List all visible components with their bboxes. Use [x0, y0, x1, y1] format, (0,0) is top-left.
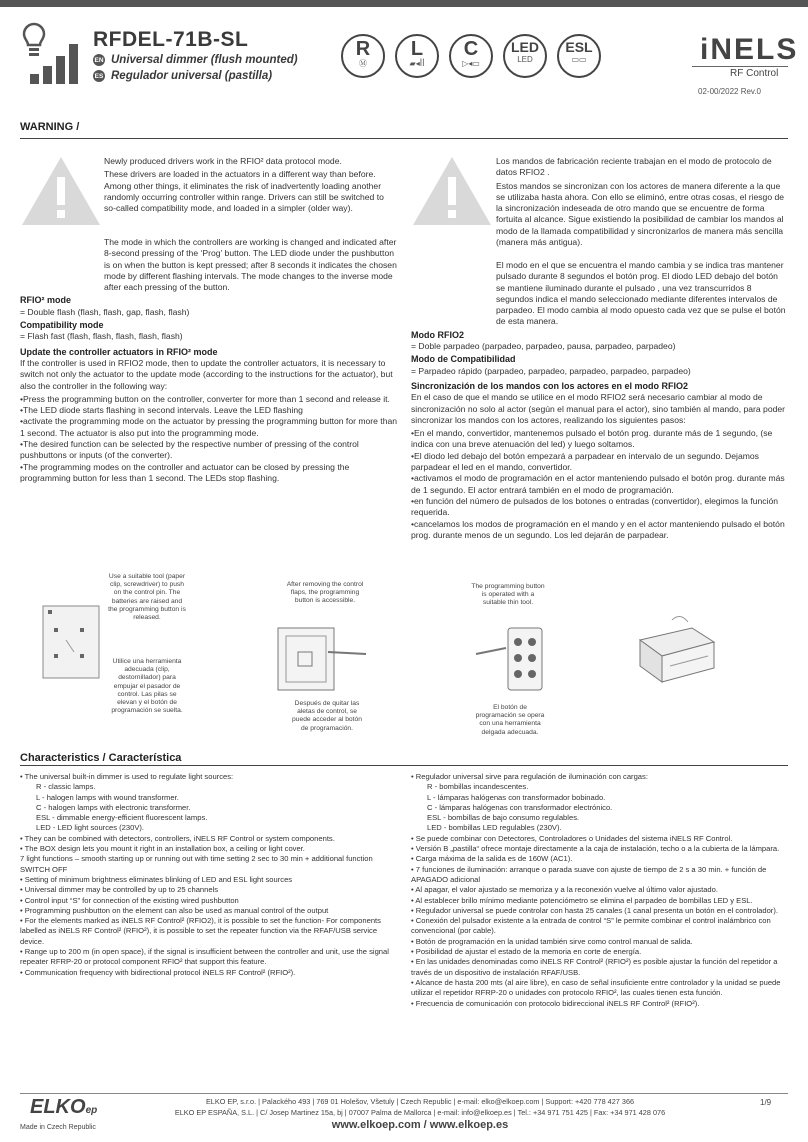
controller-illustration-3 [472, 624, 562, 696]
model-number: RFDEL-71B-SL [93, 28, 249, 51]
made-in: Made in Czech Republic [20, 1124, 96, 1131]
list-item: R - classic lamps. [36, 782, 96, 792]
warning-en-body: The mode in which the controllers are working is changed and indicated after 8-second pressing of the ‘Prog’ button. The LED diode under the pushbutton is on when the button is kept pressed; after 8 seconds it indicates the chosen mode by different flashing intervals. The mode changes to the inverse mode after each pressing of the button. RFIO² mode = Double flash (flash, flash, gap, flash, flash) Compatibility mode = Flash fast (flash, flash, flash, flash, flash) Update the controller actuators in RFIO² mode If the controller is used in RFIO2 mode, then to update the controller actuators, it is necessary to switch not only the actuator to the update mode (according to the instructions for the actuator), but also the controller in the following way: •Press the programming button on the controller, converter for more than 1 second and release it. •The LED diode starts flashing in second intervals. Leave the LED flashing •activate the programming mode on the actuator by pressing the programming button for more than 1 second. The actuator is also put into the programming mode. •The desired function can be selected by the respective number of pressing of the control pushbuttons or inputs (of the converter). •The programming modes on the controller and actuator can be closed by pressing the programming button for less than 1 second. The LEDs stop flashing. [20, 237, 398, 483]
list-item: • They can be combined with detectors, controllers, iNELS RF Control or system components. [20, 833, 335, 843]
list-item: • Setting of minimum brightness eliminates blinking of LED and ESL light sources [20, 874, 293, 884]
fig1-caption-es: Utilice una herramienta adecuada (clip, destornillador) para empujar el pasador de control. Las pilas se elevan y el botón de programación se suelta. [111, 658, 183, 715]
dimmer-unit-illustration [632, 610, 722, 690]
list-item: •The programming modes on the controller and actuator can be closed by pressing the programming button for less than 1 second. The LEDs stop flashing. [20, 461, 350, 483]
list-item: • Al apagar, el valor ajustado se memoriza y a la reconexión vuelve al último valor ajustado. [411, 885, 718, 895]
load-l-badge: L ▰◂ꟾꟾ [395, 34, 439, 78]
controller-illustration-2 [272, 624, 372, 696]
load-types [341, 34, 601, 78]
list-item: • 7 funciones de iluminación: arranque o parada suave con ajuste de tiempo de 2 s a 30 min. + función de APAGADO adicional [411, 864, 767, 884]
esl-icon: ▭▭ [571, 55, 587, 64]
characteristics-heading: Characteristics / Característica [20, 752, 182, 764]
led-icon: LED [517, 55, 533, 64]
list-item: • Regulador universal se puede controlar con hasta 25 canales (1 canal presenta un botón en el controlador). [411, 905, 778, 915]
inels-logo: iNELS [700, 33, 799, 66]
list-item: • Control input “S” for connection of the existing wired pushbutton [20, 895, 239, 905]
list-item: • Versión B „pastilla“ ofrece montaje directamente a la caja de instalación, techo o a la cubierta de la lámpara. [411, 844, 780, 854]
load-c-badge: C ▷◂▭ [449, 34, 493, 78]
list-item: •The desired function can be selected by the respective number of pressing of the control pushbuttons or inputs (of the converter). [20, 439, 359, 461]
fig3-caption-es: El botón de programación se opera con una herramienta delgada adecuada. [475, 704, 545, 736]
warning-en-intro: Newly produced drivers work in the RFIO² data protocol mode. These drivers are loaded in the actuators in a different way than before. Among other things, it eliminates the risk of inadvertently loading another randomly occurring controller within range. Drivers can still be switched to so-called compatibility mode, and loaded in a simpler (older way). [104, 156, 384, 214]
fig1-caption-en: Use a suitable tool (paper clip, screwdriver) to push on the control pin. The batteries are raised and the programming button is released. [108, 573, 186, 622]
list-item: • Posibilidad de ajustar el estado de la memoria en corte de energía. [411, 947, 642, 957]
rf-control-label: RF Control [730, 68, 779, 79]
load-r-badge: R Ⓜ [341, 34, 385, 78]
list-item: • For the elements marked as iNELS RF Control² (RFIO2), it is possible to set the function- For components labelled as iNELS RF Control² (RFIO²), it is possible to set the repeater function via the RFAF/USB service device. [20, 916, 381, 946]
list-item: • Al establecer brillo mínimo mediante potenciómetro se elimina el parpadeo de bombillas LED y ESL. [411, 895, 753, 905]
characteristics-en [20, 772, 400, 978]
list-item: • Se puede combinar con Detectores, Controladores o Unidades del sistema iNELS RF Control. [411, 833, 733, 843]
top-bar [0, 0, 808, 7]
list-item: •en función del número de pulsados de los botones o entradas (convertidor), elegimos la función requerida. [411, 495, 779, 518]
electronic-transformer-icon: ▷◂▭ [462, 59, 480, 68]
list-item: • The universal built-in dimmer is used to regulate light sources: [20, 772, 234, 781]
warning-es-body: El modo en el que se encuentra el mando cambia y se indica tras mantener pulsado durante 8 segundos el botón prog. El diodo LED debajo del botón se mantiene iluminado durante el pulsado , una vez transcurridos 8 segundos indica el mando seleccionado mediante diferentes intervalos de parpadeo. El modo cambia al modo opuesto cada vez que se pulse el botón de esta manera. Modo RFIO2 = Doble parpadeo (parpadeo, parpadeo, pausa, parpadeo, parpadeo) Modo de Compatibilidad = Parpadeo rápido (parpadeo, parpadeo, parpadeo, parpadeo, parpadeo) Sincronización de los mandos con los actores en el modo RFIO2 En el caso de que el mando se utilice en el modo RFIO2 será necesario cambiar al modo de sincronización no solo al actor (según el manual para el actor), sino también al mando, para poder sincronizar los mandos con los actores, realizando los siguientes pasos: •En el mando, convertidor, mantenemos pulsado el botón prog. durante más de 1 segundo, (se indica con una breve atenuación del led) y luego soltamos. •El diodo led debajo del botón empezará a parpadear en intervalo de un segundo. Dejamos parpadear el led en el mando, convertidor. •activamos el modo de programación en el actor manteniendo pulsado el botón prog. durante más de 1 segundo. El actor entrará también en el modo de programación. •en función del número de pulsados de los botones o entradas (convertidor), elegimos la función requerida. •cancelamos los modos de programación en el mando y en el actor manteniendo pulsado el botón prog. durante menos de un segundo. Los led dejarán de parpadear. [411, 260, 788, 541]
list-item: •The LED diode starts flashing in second intervals. Leave the LED flashing [20, 405, 303, 416]
list-item: 7 light functions – smooth starting up or running out with time setting 2 sec to 30 min + additional function SWITCH OFF [20, 854, 373, 874]
warning-heading: WARNING / [20, 121, 80, 133]
list-item: •En el mando, convertidor, mantenemos pulsado el botón prog. durante más de 1 segundo, (se indica con una breve atenuación del led) y luego soltamos. [411, 428, 773, 450]
list-item: • Botón de programación en la unidad también sirve como control manual de salida. [411, 936, 693, 946]
list-item: C - halogen lamps with electronic transformer. [36, 802, 191, 812]
fig2-caption-en: After removing the control flaps, the programming button is accessible. [286, 581, 364, 605]
list-item: L - lámparas halógenas con transformador bobinado. [427, 792, 606, 802]
fig3-caption-en: The programming button is operated with a suitable thin tool. [471, 583, 545, 607]
list-item: LED - LED light sources (230V). [36, 823, 145, 833]
list-item: •El diodo led debajo del botón empezará a parpadear en intervalo de un segundo. Dejamos parpadear el led en el mando, convertidor. [411, 450, 759, 473]
list-item: • Conexión del pulsador existente a la entrada de control “S” le permite combinar el control inalámbrico con convencional (por cable). [411, 916, 771, 936]
fig2-caption-es: Después de quitar las aletas de control, se puede acceder al botón de programación. [292, 700, 362, 732]
transformer-icon: ▰◂ꟾꟾ [409, 59, 425, 68]
list-item: C - lámparas halógenas con transformador electrónico. [427, 802, 613, 812]
warning-es-icon [411, 155, 493, 227]
warning-es-intro: Los mandos de fabricación reciente trabajan en el modo de protocolo de datos RFIO2 . Estos mandos se sincronizan con los actores de manera diferente a la que se utilizaba hasta ahora. Con ello se eliminó, entre otras cosas, el riesgo de la sincronización indeseada de otro mando que se encuentre de forma fortuita al alcance. Sigue existiendo la posibilidad de cambiar los mandos al modo de la llamada compatibilidad y sincronizarlos de manera más sencilla (manera más antigua). [496, 156, 785, 248]
list-item: L - halogen lamps with wound transformer. [36, 792, 179, 802]
list-item: • Regulador universal sirve para regulación de iluminación con cargas: [411, 772, 648, 781]
dimmer-product-icon [20, 20, 82, 86]
footer-address-cz: ELKO EP, s.r.o. | Palackého 493 | 769 01 Holešov, Všetuly | Czech Republic | e-mail: elko@elkoep.com | Support: +420 778 427 366 [205, 1097, 635, 1106]
list-item: ESL - bombillas de bajo consumo regulables. [427, 813, 580, 823]
list-item: • Carga máxima de la salida es de 160W (AC1). [411, 854, 573, 864]
list-item: • Range up to 200 m (in open space), if the signal is insufficient between the controller and unit, use the signal repeater RFRP-20 or protocol component RFIO² that support this feature. [20, 947, 389, 967]
list-item: •activamos el modo de programación en el actor manteniendo pulsado el botón prog. durante más de 1 segundo. El actor entrará también en el modo de programación. [411, 473, 785, 495]
characteristics-es [411, 772, 788, 1009]
list-item: • Programming pushbutton on the element can also be used as manual control of the output [20, 905, 329, 915]
elko-logo: ELKOep [30, 1096, 98, 1118]
revision: 02-00/2022 Rev.0 [698, 87, 762, 96]
list-item: R - bombillas incandescentes. [427, 782, 529, 792]
lamp-icon: Ⓜ [359, 59, 367, 68]
list-item: • En las unidades denominadas como iNELS RF Control² (RFIO²) es posible ajustar la función del repetidor a través de un dispositivo de instalación RFAF/USB. [411, 957, 778, 977]
load-esl-badge: ESL ▭▭ [557, 34, 601, 78]
list-item: • Universal dimmer may be controlled by up to 25 channels [20, 885, 219, 895]
es-badge: ES [93, 70, 105, 82]
list-item: •Press the programming button on the controller, converter for more than 1 second and release it. [20, 393, 390, 404]
footer-address-es: ELKO EP ESPAÑA, S.L. | C/ Josep Martinez 15a, bj | 07007 Palma de Mallorca | e-mail: info@elkoep.es | Tel.: +34 971 751 425 | Fax: +34 971 428 076 [174, 1108, 666, 1117]
list-item: •cancelamos los modos de programación en el mando y en el actor manteniendo pulsado el botón prog. durante menos de un segundo. Los led dejarán de parpadear. [411, 518, 785, 540]
list-item: ESL - dimmable energy-efficient fluorescent lamps. [36, 813, 208, 823]
load-led-badge: LED LED [503, 34, 547, 78]
list-item: • The BOX design lets you mount it right in an installation box, a ceiling or light cover. [20, 844, 305, 854]
list-item: • Frecuencia de comunicación con protocolo bidireccional iNELS RF Control² (RFIO²). [411, 998, 700, 1008]
title-es: ES Regulador universal (pastilla) [94, 70, 273, 82]
controller-illustration-1 [40, 600, 106, 690]
list-item: LED - bombillas LED regulables (230V). [427, 823, 562, 833]
footer-website[interactable]: www.elkoep.com / www.elkoep.es [331, 1119, 509, 1131]
list-item: • Communication frequency with bidirectional protocol iNELS RF Control² (RFIO²). [20, 967, 296, 977]
list-item: • Alcance de hasta 200 mts (al aire libre), en caso de señal insuficiente entre controlador y la unidad se puede utilizar el repetidor RFRP-20 o unidades con protocolo RFIO², las cuales tienen esta función. [411, 977, 781, 998]
page-number: 1/9 [760, 1098, 772, 1107]
title-en: EN Universal dimmer (flush mounted) [94, 54, 298, 66]
list-item: •activate the programming mode on the actuator by pressing the programming button for more than 1 second. The actuator is also put into the programming mode. [20, 416, 398, 438]
en-badge: EN [93, 54, 105, 66]
warning-en-icon [20, 155, 102, 227]
